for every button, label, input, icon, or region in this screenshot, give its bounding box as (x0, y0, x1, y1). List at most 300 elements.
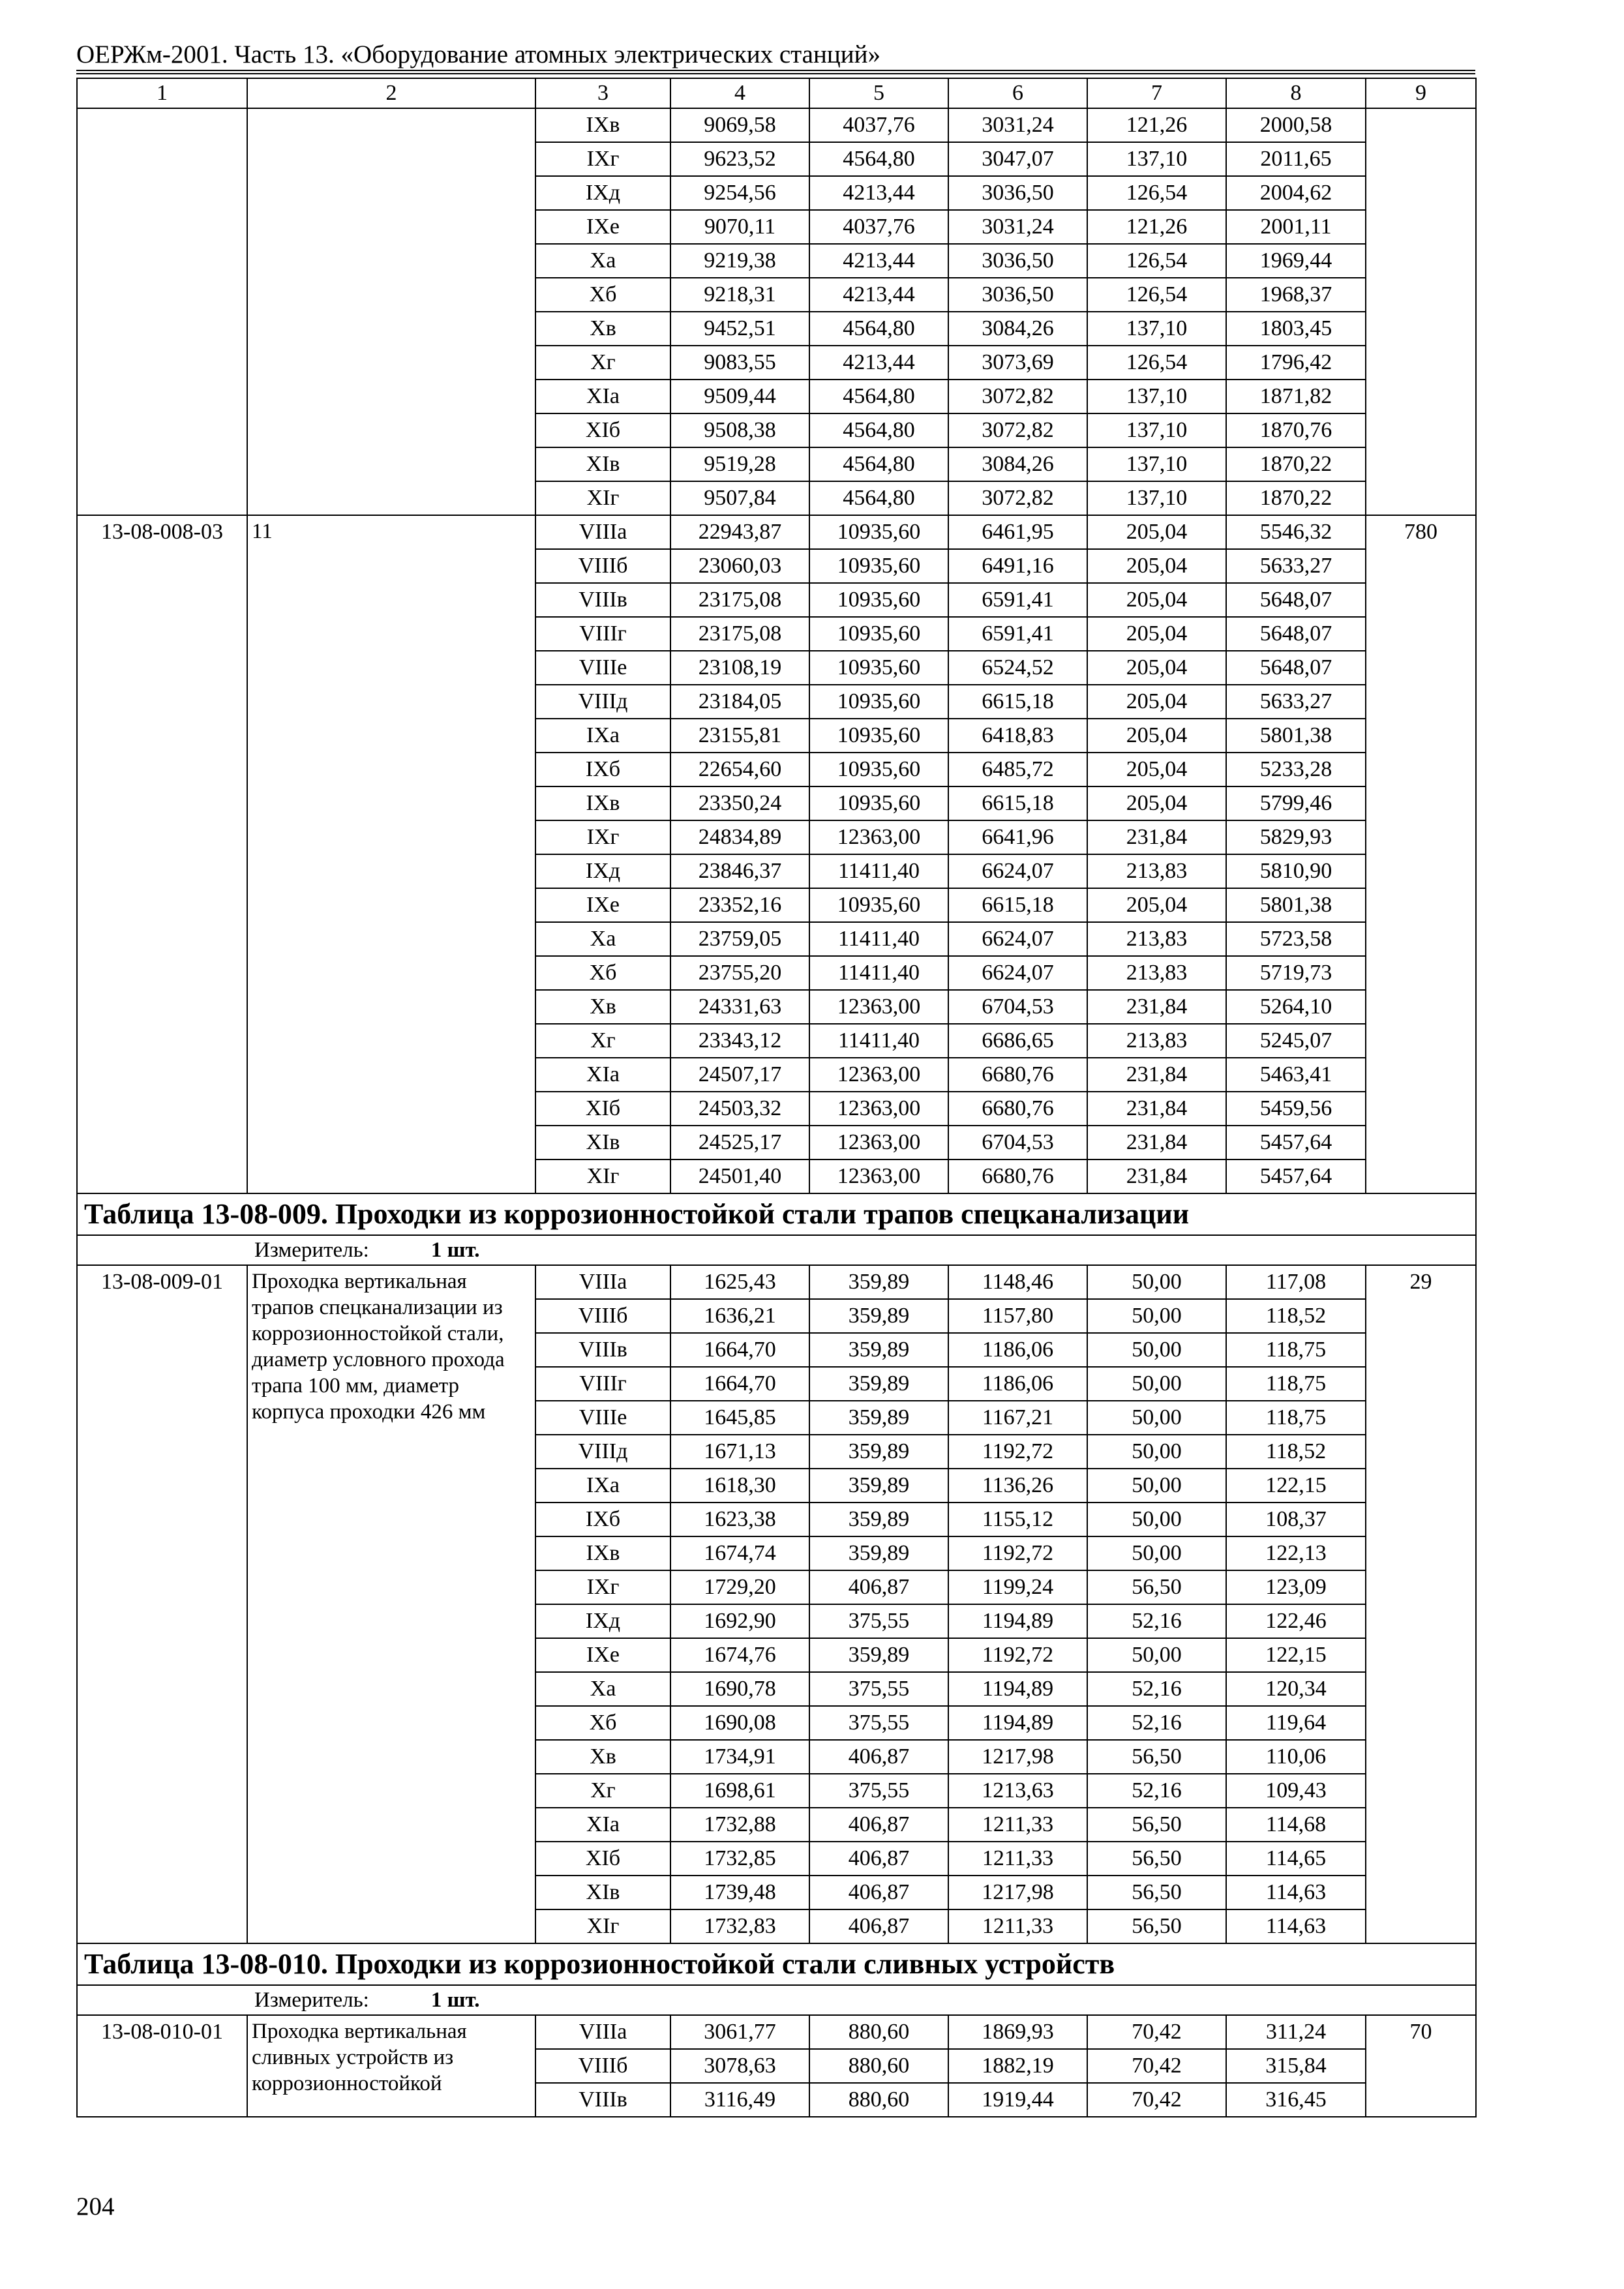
value-cell: 1155,12 (948, 1503, 1087, 1536)
value-cell: 23060,03 (670, 549, 809, 583)
value-cell: 3061,77 (670, 2015, 809, 2049)
table-title-row (77, 1943, 1476, 1985)
value-cell: 3036,50 (948, 176, 1087, 210)
value-cell: 50,00 (1087, 1299, 1226, 1333)
value-cell: 359,89 (809, 1265, 948, 1299)
value-cell: 50,00 (1087, 1435, 1226, 1469)
column-number-cell: 1 (77, 78, 247, 108)
value-cell: 122,15 (1226, 1469, 1366, 1503)
zone-cell: Хб (535, 1706, 670, 1740)
zone-cell: IХв (535, 108, 670, 142)
value-cell: 1157,80 (948, 1299, 1087, 1333)
value-cell: 23175,08 (670, 617, 809, 651)
value-cell: 205,04 (1087, 786, 1226, 820)
value-cell: 205,04 (1087, 583, 1226, 617)
value-cell: 52,16 (1087, 1774, 1226, 1808)
value-cell: 5264,10 (1226, 990, 1366, 1024)
value-cell: 4213,44 (809, 244, 948, 278)
value-cell: 1192,72 (948, 1536, 1087, 1570)
value-cell: 5829,93 (1226, 820, 1366, 854)
value-cell: 5459,56 (1226, 1092, 1366, 1126)
value-cell: 205,04 (1087, 515, 1226, 549)
header-rule (76, 73, 1475, 74)
value-cell: 50,00 (1087, 1503, 1226, 1536)
value-cell: 375,55 (809, 1706, 948, 1740)
value-cell: 137,10 (1087, 413, 1226, 447)
value-cell: 1871,82 (1226, 380, 1366, 413)
value-cell: 119,64 (1226, 1706, 1366, 1740)
value-cell: 359,89 (809, 1401, 948, 1435)
value-cell: 1618,30 (670, 1469, 809, 1503)
value-cell: 406,87 (809, 1570, 948, 1604)
unit-label: Измеритель: (254, 1988, 369, 2012)
value-cell: 6641,96 (948, 820, 1087, 854)
value-cell: 122,13 (1226, 1536, 1366, 1570)
zone-cell: VIIIв (535, 583, 670, 617)
value-cell: 23755,20 (670, 956, 809, 990)
value-cell: 3072,82 (948, 413, 1087, 447)
value-cell: 4213,44 (809, 278, 948, 312)
unit-value: 1 шт. (430, 1988, 480, 2012)
value-cell: 1645,85 (670, 1401, 809, 1435)
zone-cell: IХе (535, 210, 670, 244)
value-cell: 1732,88 (670, 1808, 809, 1842)
value-cell: 359,89 (809, 1367, 948, 1401)
value-cell: 1690,78 (670, 1672, 809, 1706)
value-cell: 50,00 (1087, 1536, 1226, 1570)
value-cell: 1674,74 (670, 1536, 809, 1570)
value-cell: 375,55 (809, 1604, 948, 1638)
value-cell: 5463,41 (1226, 1058, 1366, 1092)
unit-value: 1 шт. (430, 1238, 480, 1262)
value-cell: 3031,24 (948, 210, 1087, 244)
value-cell: 121,26 (1087, 210, 1226, 244)
value-cell: 1732,85 (670, 1842, 809, 1876)
zone-cell: VIIIг (535, 1367, 670, 1401)
name-text: Проходка вертикальная сливных устройств из коррозионностойкой (252, 2020, 467, 2095)
value-cell: 213,83 (1087, 956, 1226, 990)
value-cell: 406,87 (809, 1876, 948, 1909)
value-cell: 1664,70 (670, 1333, 809, 1367)
value-cell: 9070,11 (670, 210, 809, 244)
value-cell: 4037,76 (809, 210, 948, 244)
value-cell: 137,10 (1087, 142, 1226, 176)
value-cell: 118,75 (1226, 1333, 1366, 1367)
value-cell: 1194,89 (948, 1604, 1087, 1638)
zone-cell: ХIв (535, 447, 670, 481)
code-text: 13-08-009-01 (101, 1270, 223, 1294)
value-cell: 1211,33 (948, 1909, 1087, 1943)
value-cell: 6418,83 (948, 719, 1087, 753)
value-cell: 1136,26 (948, 1469, 1087, 1503)
value-cell: 4564,80 (809, 447, 948, 481)
table-title: Таблица 13-08-010. Проходки из коррозионностойкой стали сливных устройств (77, 1943, 1476, 1985)
value-cell: 11411,40 (809, 922, 948, 956)
value-cell: 5633,27 (1226, 549, 1366, 583)
value-cell: 11411,40 (809, 956, 948, 990)
zone-cell: Ха (535, 922, 670, 956)
value-cell: 6615,18 (948, 888, 1087, 922)
value-cell: 50,00 (1087, 1469, 1226, 1503)
value-cell: 5233,28 (1226, 753, 1366, 786)
value-cell: 1870,22 (1226, 447, 1366, 481)
value-cell: 1870,76 (1226, 413, 1366, 447)
value-cell: 24501,40 (670, 1159, 809, 1193)
value-cell: 3031,24 (948, 108, 1087, 142)
value-cell: 70,42 (1087, 2015, 1226, 2049)
value-cell: 50,00 (1087, 1333, 1226, 1367)
value-cell: 50,00 (1087, 1367, 1226, 1401)
col9-cell: 29 (1366, 1265, 1476, 1943)
value-cell: 1796,42 (1226, 346, 1366, 380)
code-cell (77, 515, 247, 1193)
value-cell: 1671,13 (670, 1435, 809, 1469)
value-cell: 4564,80 (809, 413, 948, 447)
value-cell: 10935,60 (809, 786, 948, 820)
zone-cell: VIIIд (535, 685, 670, 719)
value-cell: 9508,38 (670, 413, 809, 447)
value-cell: 1919,44 (948, 2083, 1087, 2117)
value-cell: 114,63 (1226, 1876, 1366, 1909)
value-cell: 50,00 (1087, 1638, 1226, 1672)
value-cell: 1623,38 (670, 1503, 809, 1536)
value-cell: 122,15 (1226, 1638, 1366, 1672)
value-cell: 359,89 (809, 1536, 948, 1570)
value-cell: 108,37 (1226, 1503, 1366, 1536)
value-cell: 70,42 (1087, 2083, 1226, 2117)
value-cell: 1186,06 (948, 1367, 1087, 1401)
value-cell: 205,04 (1087, 753, 1226, 786)
value-cell: 4564,80 (809, 312, 948, 346)
value-cell: 10935,60 (809, 549, 948, 583)
value-cell: 3073,69 (948, 346, 1087, 380)
value-cell: 126,54 (1087, 176, 1226, 210)
value-cell: 56,50 (1087, 1876, 1226, 1909)
value-cell: 6704,53 (948, 1126, 1087, 1159)
value-cell: 1636,21 (670, 1299, 809, 1333)
name-text: 11 (252, 520, 273, 543)
value-cell: 50,00 (1087, 1265, 1226, 1299)
value-cell: 5799,46 (1226, 786, 1366, 820)
name-cell (247, 108, 535, 515)
value-cell: 4213,44 (809, 346, 948, 380)
value-cell: 10935,60 (809, 685, 948, 719)
zone-cell: IХе (535, 888, 670, 922)
value-cell: 2000,58 (1226, 108, 1366, 142)
value-cell: 118,75 (1226, 1367, 1366, 1401)
zone-cell: IХг (535, 142, 670, 176)
value-cell: 205,04 (1087, 617, 1226, 651)
value-cell: 880,60 (809, 2083, 948, 2117)
column-number-cell: 7 (1087, 78, 1226, 108)
value-cell: 2001,11 (1226, 210, 1366, 244)
zone-cell: VIIIв (535, 2083, 670, 2117)
value-cell: 1692,90 (670, 1604, 809, 1638)
col9-cell (1366, 108, 1476, 515)
value-cell: 23759,05 (670, 922, 809, 956)
value-cell: 137,10 (1087, 481, 1226, 515)
value-cell: 1211,33 (948, 1808, 1087, 1842)
value-cell: 1194,89 (948, 1706, 1087, 1740)
value-cell: 5801,38 (1226, 888, 1366, 922)
value-cell: 231,84 (1087, 1092, 1226, 1126)
value-cell: 24525,17 (670, 1126, 809, 1159)
zone-cell: VIIIа (535, 2015, 670, 2049)
column-number-cell: 3 (535, 78, 670, 108)
value-cell: 56,50 (1087, 1808, 1226, 1842)
value-cell: 1192,72 (948, 1435, 1087, 1469)
value-cell: 1217,98 (948, 1740, 1087, 1774)
value-cell: 406,87 (809, 1808, 948, 1842)
value-cell: 2011,65 (1226, 142, 1366, 176)
value-cell: 375,55 (809, 1672, 948, 1706)
code-text: 13-08-008-03 (101, 520, 223, 544)
value-cell: 359,89 (809, 1503, 948, 1536)
value-cell: 3036,50 (948, 244, 1087, 278)
name-cell (247, 1265, 535, 1943)
table-row (77, 108, 1476, 142)
zone-cell: VIIIд (535, 1435, 670, 1469)
col9-cell: 780 (1366, 515, 1476, 1193)
zone-cell: Хв (535, 1740, 670, 1774)
value-cell: 316,45 (1226, 2083, 1366, 2117)
value-cell: 231,84 (1087, 1159, 1226, 1193)
zone-cell: ХIв (535, 1876, 670, 1909)
value-cell: 23108,19 (670, 651, 809, 685)
zone-cell: VIIIб (535, 549, 670, 583)
value-cell: 1870,22 (1226, 481, 1366, 515)
value-cell: 122,46 (1226, 1604, 1366, 1638)
value-cell: 5457,64 (1226, 1126, 1366, 1159)
zone-cell: VIIIа (535, 1265, 670, 1299)
value-cell: 22654,60 (670, 753, 809, 786)
zone-cell: ХIа (535, 380, 670, 413)
value-cell: 406,87 (809, 1740, 948, 1774)
col9-cell: 70 (1366, 2015, 1476, 2117)
value-cell: 6524,52 (948, 651, 1087, 685)
value-cell: 121,26 (1087, 108, 1226, 142)
value-cell: 10935,60 (809, 651, 948, 685)
value-cell: 118,75 (1226, 1401, 1366, 1435)
value-cell: 231,84 (1087, 1126, 1226, 1159)
value-cell: 23175,08 (670, 583, 809, 617)
value-cell: 6491,16 (948, 549, 1087, 583)
zone-cell: ХIа (535, 1058, 670, 1092)
zone-cell: VIIIб (535, 2049, 670, 2083)
value-cell: 359,89 (809, 1469, 948, 1503)
value-cell: 9218,31 (670, 278, 809, 312)
value-cell: 1869,93 (948, 2015, 1087, 2049)
value-cell: 10935,60 (809, 617, 948, 651)
code-cell (77, 2015, 247, 2117)
value-cell: 126,54 (1087, 244, 1226, 278)
value-cell: 6680,76 (948, 1159, 1087, 1193)
column-number-cell: 6 (948, 78, 1087, 108)
value-cell: 9519,28 (670, 447, 809, 481)
value-cell: 12363,00 (809, 1058, 948, 1092)
value-cell: 9452,51 (670, 312, 809, 346)
value-cell: 213,83 (1087, 922, 1226, 956)
value-cell: 213,83 (1087, 854, 1226, 888)
zone-cell: Хб (535, 278, 670, 312)
column-number-cell: 8 (1226, 78, 1366, 108)
column-number-cell: 2 (247, 78, 535, 108)
value-cell: 1217,98 (948, 1876, 1087, 1909)
value-cell: 3084,26 (948, 312, 1087, 346)
value-cell: 3072,82 (948, 481, 1087, 515)
unit-row (77, 1235, 1476, 1265)
value-cell: 6615,18 (948, 786, 1087, 820)
value-cell: 359,89 (809, 1435, 948, 1469)
value-cell: 5719,73 (1226, 956, 1366, 990)
name-text (252, 109, 531, 112)
value-cell: 9219,38 (670, 244, 809, 278)
zone-cell: ХIб (535, 413, 670, 447)
value-cell: 118,52 (1226, 1299, 1366, 1333)
column-number-cell: 9 (1366, 78, 1476, 108)
value-cell: 12363,00 (809, 1159, 948, 1193)
value-cell: 12363,00 (809, 1092, 948, 1126)
table-row (77, 2015, 1476, 2049)
value-cell: 109,43 (1226, 1774, 1366, 1808)
value-cell: 5648,07 (1226, 617, 1366, 651)
value-cell: 3084,26 (948, 447, 1087, 481)
value-cell: 9083,55 (670, 346, 809, 380)
value-cell: 1148,46 (948, 1265, 1087, 1299)
value-cell: 311,24 (1226, 2015, 1366, 2049)
value-cell: 137,10 (1087, 380, 1226, 413)
value-cell: 1192,72 (948, 1638, 1087, 1672)
value-cell: 23846,37 (670, 854, 809, 888)
value-cell: 3047,07 (948, 142, 1087, 176)
zone-cell: ХIг (535, 481, 670, 515)
name-cell (247, 515, 535, 1193)
value-cell: 3036,50 (948, 278, 1087, 312)
value-cell: 12363,00 (809, 820, 948, 854)
zone-cell: IХд (535, 176, 670, 210)
value-cell: 10935,60 (809, 888, 948, 922)
value-cell: 56,50 (1087, 1909, 1226, 1943)
zone-cell: Хв (535, 990, 670, 1024)
zone-cell: VIIIа (535, 515, 670, 549)
value-cell: 23352,16 (670, 888, 809, 922)
value-cell: 1734,91 (670, 1740, 809, 1774)
zone-cell: Ха (535, 244, 670, 278)
value-cell: 126,54 (1087, 278, 1226, 312)
value-cell: 4564,80 (809, 380, 948, 413)
header-rule (76, 70, 1475, 71)
zone-cell: Хг (535, 346, 670, 380)
unit-row (77, 1985, 1476, 2015)
value-cell: 3116,49 (670, 2083, 809, 2117)
value-cell: 110,06 (1226, 1740, 1366, 1774)
page-number: 204 (76, 2192, 115, 2221)
value-cell: 6591,41 (948, 583, 1087, 617)
zone-cell: IХг (535, 820, 670, 854)
code-cell (77, 1265, 247, 1943)
zone-cell: IХа (535, 719, 670, 753)
value-cell: 22943,87 (670, 515, 809, 549)
zone-cell: IХб (535, 753, 670, 786)
value-cell: 205,04 (1087, 888, 1226, 922)
value-cell: 9254,56 (670, 176, 809, 210)
zone-cell: IХе (535, 1638, 670, 1672)
unit-cell (77, 1235, 1476, 1265)
value-cell: 880,60 (809, 2015, 948, 2049)
table-row (77, 1265, 1476, 1299)
value-cell: 880,60 (809, 2049, 948, 2083)
value-cell: 9507,84 (670, 481, 809, 515)
value-cell: 4564,80 (809, 481, 948, 515)
value-cell: 406,87 (809, 1909, 948, 1943)
value-cell: 1690,08 (670, 1706, 809, 1740)
value-cell: 11411,40 (809, 854, 948, 888)
zone-cell: Хг (535, 1774, 670, 1808)
value-cell: 2004,62 (1226, 176, 1366, 210)
value-cell: 6624,07 (948, 956, 1087, 990)
value-cell: 9069,58 (670, 108, 809, 142)
value-cell: 9509,44 (670, 380, 809, 413)
value-cell: 3072,82 (948, 380, 1087, 413)
value-cell: 23155,81 (670, 719, 809, 753)
zone-cell: Ха (535, 1672, 670, 1706)
zone-cell: IХб (535, 1503, 670, 1536)
zone-cell: ХIб (535, 1842, 670, 1876)
value-cell: 231,84 (1087, 1058, 1226, 1092)
value-cell: 4037,76 (809, 108, 948, 142)
value-cell: 24331,63 (670, 990, 809, 1024)
value-cell: 23350,24 (670, 786, 809, 820)
value-cell: 137,10 (1087, 447, 1226, 481)
value-cell: 56,50 (1087, 1570, 1226, 1604)
zone-cell: ХIб (535, 1092, 670, 1126)
value-cell: 1969,44 (1226, 244, 1366, 278)
value-cell: 24503,32 (670, 1092, 809, 1126)
value-cell: 56,50 (1087, 1740, 1226, 1774)
zone-cell: IХв (535, 1536, 670, 1570)
value-cell: 5546,32 (1226, 515, 1366, 549)
zone-cell: IХв (535, 786, 670, 820)
value-cell: 10935,60 (809, 719, 948, 753)
zone-cell: IХа (535, 1469, 670, 1503)
zone-cell: ХIг (535, 1909, 670, 1943)
value-cell: 6615,18 (948, 685, 1087, 719)
zone-cell: VIIIв (535, 1333, 670, 1367)
value-cell: 1625,43 (670, 1265, 809, 1299)
zone-cell: ХIв (535, 1126, 670, 1159)
value-cell: 1698,61 (670, 1774, 809, 1808)
value-cell: 6624,07 (948, 922, 1087, 956)
value-cell: 359,89 (809, 1333, 948, 1367)
value-cell: 56,50 (1087, 1842, 1226, 1876)
value-cell: 205,04 (1087, 685, 1226, 719)
value-cell: 126,54 (1087, 346, 1226, 380)
value-cell: 11411,40 (809, 1024, 948, 1058)
value-cell: 1186,06 (948, 1333, 1087, 1367)
column-number-row (77, 78, 1476, 108)
value-cell: 205,04 (1087, 549, 1226, 583)
value-cell: 1213,63 (948, 1774, 1087, 1808)
zone-cell: IХг (535, 1570, 670, 1604)
value-cell: 375,55 (809, 1774, 948, 1808)
value-cell: 5648,07 (1226, 651, 1366, 685)
zone-cell: IХд (535, 1604, 670, 1638)
value-cell: 5648,07 (1226, 583, 1366, 617)
column-number-cell: 5 (809, 78, 948, 108)
code-text: 13-08-010-01 (101, 2020, 223, 2044)
value-cell: 6680,76 (948, 1058, 1087, 1092)
value-cell: 5801,38 (1226, 719, 1366, 753)
